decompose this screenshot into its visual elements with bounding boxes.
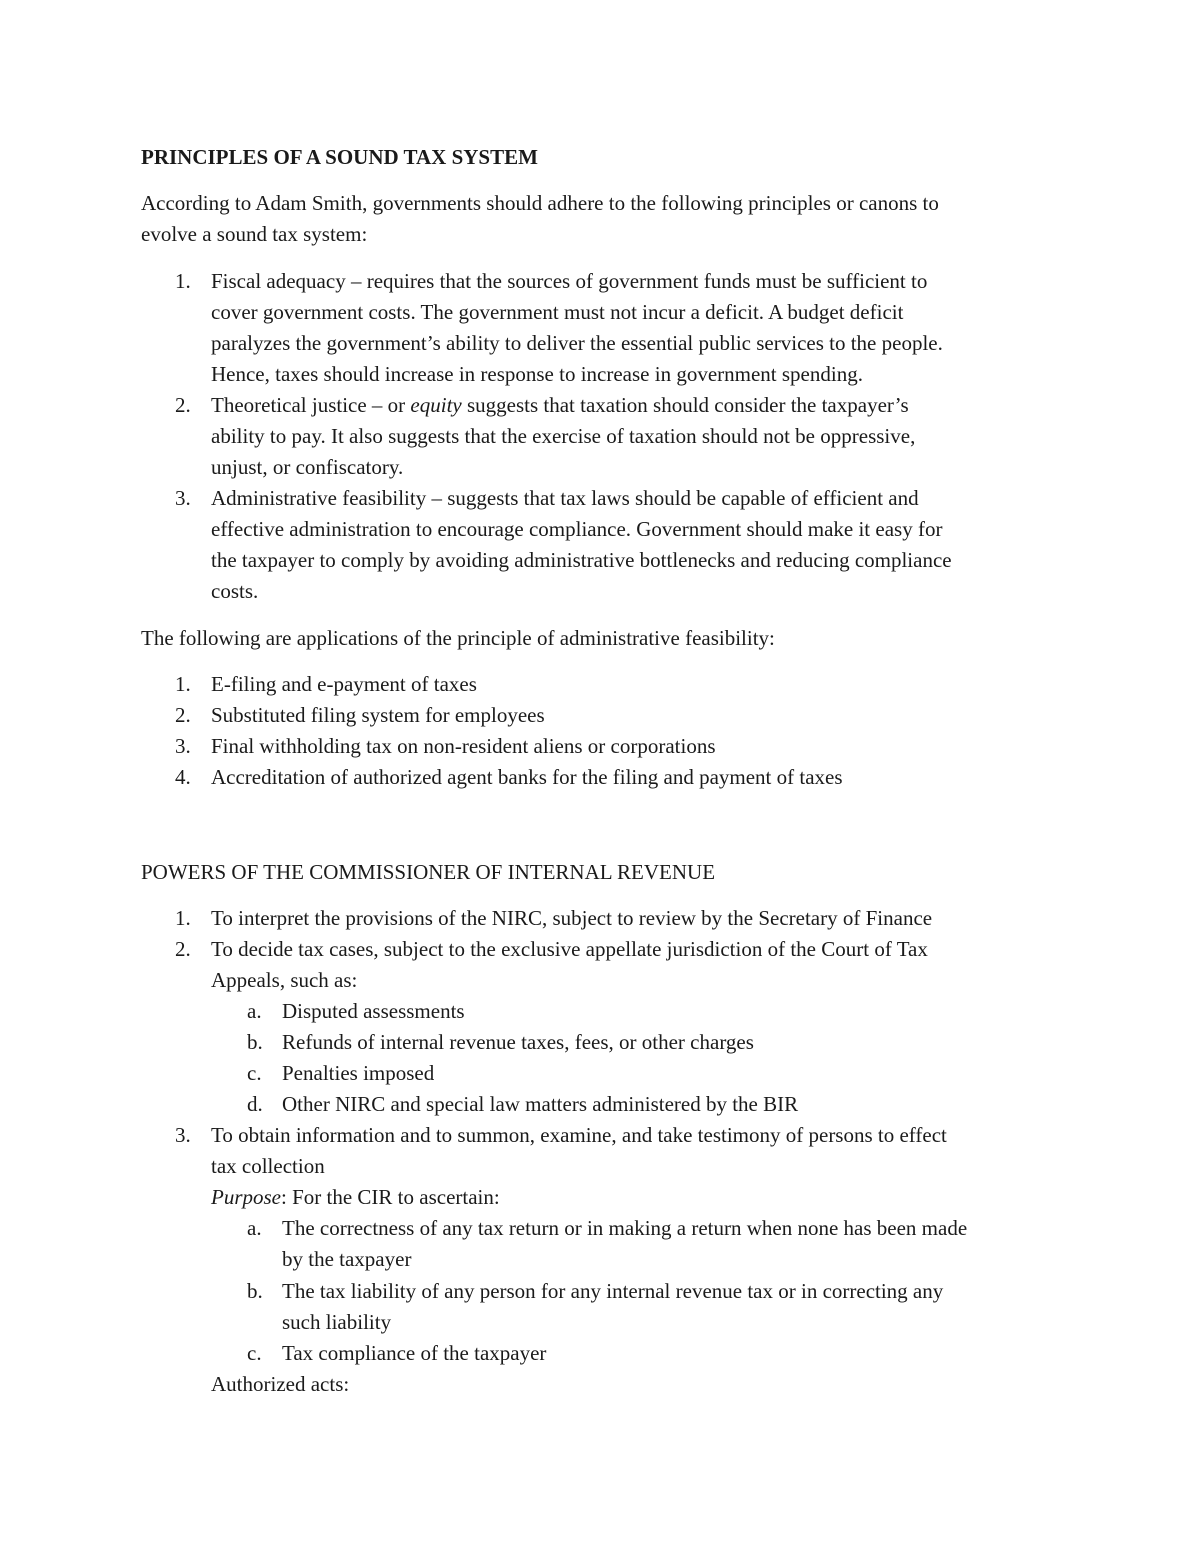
- document-page: PRINCIPLES OF A SOUND TAX SYSTEM According to Adam Smith, governments should adhere to the following principles or canons to evolve a sound tax system: 1. Fiscal adequacy – requires that the sources of government funds must be sufficient to cover government costs. The government must not incur a deficit. A budget deficit paralyzes the government’s ability to deliver the essential public services to the people. Hence, taxes should increase in response to increase in government spending. 2. Theoretical justice – or equity suggests that taxation should consider the taxpayer’s ability to pay. It also suggests that the exercise of taxation should not be oppressive, unjust, or confiscatory. 3. Administrative feasibility – suggests that tax laws should be capable of efficient and effective administration to encourage compliance. Government should make it easy for the taxpayer to comply by avoiding administrative bottlenecks and reducing compliance costs. The following are applications of the principle of administrative feasibility: 1. E-filing and e-payment of taxes 2. Substituted filing system for employees 3. Final withholding tax on non-resident aliens or corporations 4. Accreditation of authorized agent banks for the filing and payment of taxes POWERS OF THE COMMISSIONER OF INTERNAL REVENUE 1. To interpret the provisions of the NIRC, subject to review by the Secretary of Finance 2. To decide tax cases, subject to the exclusive appellate jurisdiction of the Court of Tax Appeals, such as: a. Disputed assessments b. Refunds of internal revenue taxes, fees, or other charges c. Penalties imposed d. Other NIRC and special law matters administered by the BIR 3. To obtain information and to summon, examine, and take testimony of persons to effect tax collection Purpose: For the CIR to ascertain: a. The correctness of any tax return or in making a return when none has been made by the taxpayer b. The tax liability of any person for any internal revenue tax or in correcting any such liability c. Tax compliance of the taxpayer Authorized acts:: [141, 145, 968, 1396]
- emphasis-equity: equity: [410, 393, 462, 417]
- purpose-label: Purpose: [211, 1185, 281, 1209]
